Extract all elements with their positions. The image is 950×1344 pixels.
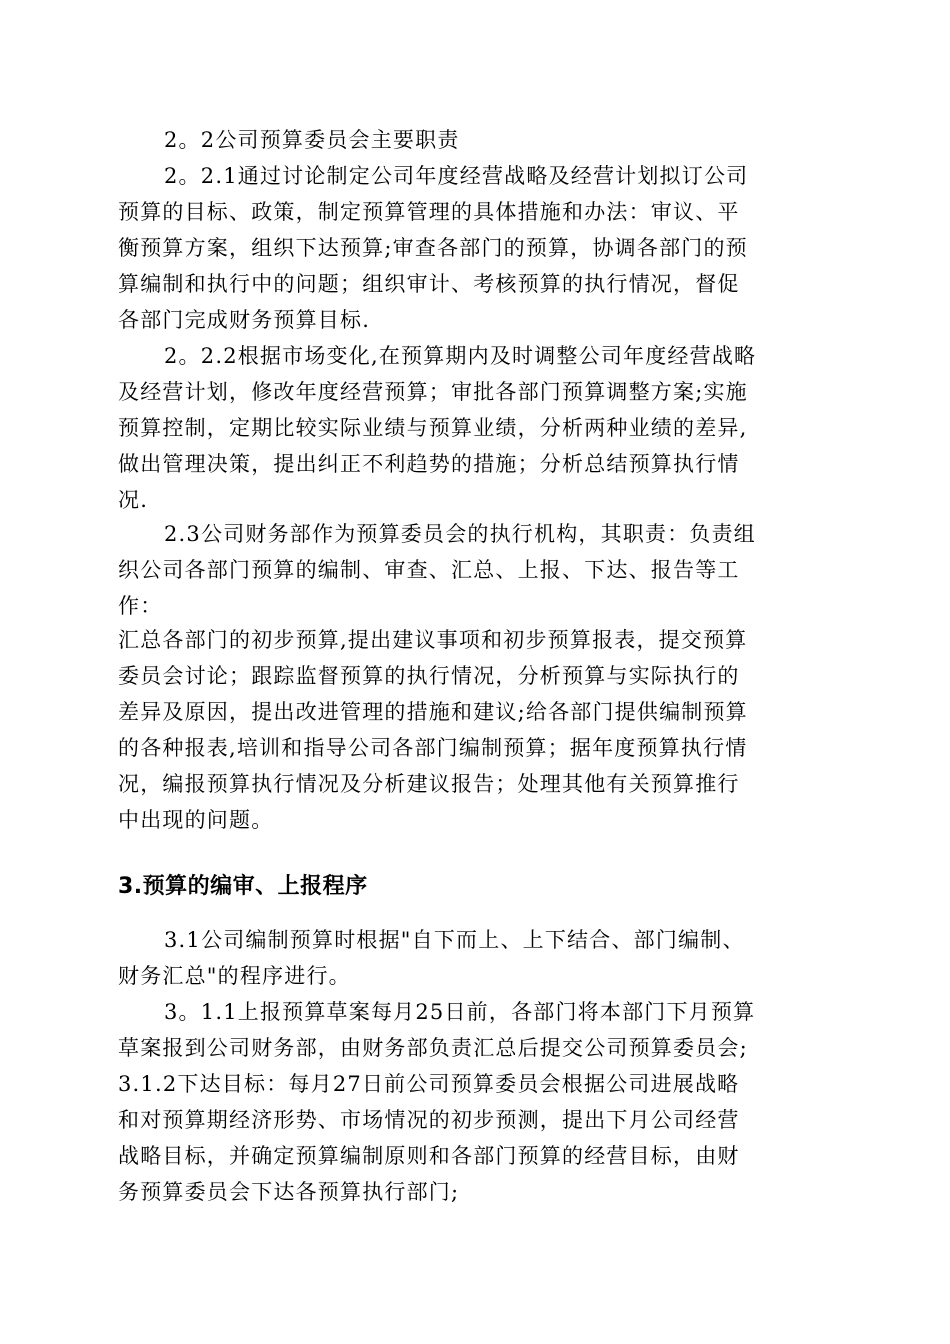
paragraph-line: 衡预算方案，组织下达预算;审查各部门的预算，协调各部门的预 (118, 236, 748, 260)
paragraph-line: 务预算委员会下达各预算执行部门; (118, 1180, 460, 1204)
paragraph-line: 3.1公司编制预算时根据"自下而上、上下结合、部门编制、 (164, 928, 745, 952)
paragraph-line: 差异及原因，提出改进管理的措施和建议;给各部门提供编制预算 (118, 700, 748, 724)
paragraph-line: 2。2.2根据市场变化,在预算期内及时调整公司年度经营战略 (164, 344, 757, 368)
paragraph-line: 做出管理决策，提出纠正不利趋势的措施；分析总结预算执行情 (118, 452, 740, 476)
paragraph-line: 预算的目标、政策，制定预算管理的具体措施和办法：审议、平 (118, 200, 740, 224)
paragraph-line: 作： (118, 594, 163, 618)
paragraph-line: 3。1.1上报预算草案每月25日前，各部门将本部门下月预算 (164, 1000, 756, 1024)
paragraph-line: 况. (118, 488, 149, 512)
paragraph-line: 织公司各部门预算的编制、审查、汇总、上报、下达、报告等工 (118, 558, 740, 582)
paragraph-line: 及经营计划，修改年度经营预算；审批各部门预算调整方案;实施 (118, 380, 748, 404)
paragraph-line: 2。2.1通过讨论制定公司年度经营战略及经营计划拟订公司 (164, 164, 749, 188)
paragraph-line: 财务汇总"的程序进行。 (118, 964, 351, 988)
paragraph-line: 各部门完成财务预算目标. (118, 308, 371, 332)
paragraph-line: 草案报到公司财务部，由财务部负责汇总后提交公司预算委员会; (118, 1036, 748, 1060)
paragraph-line: 况，编报预算执行情况及分析建议报告；处理其他有关预算推行 (118, 772, 740, 796)
paragraph-line: 汇总各部门的初步预算,提出建议事项和初步预算报表，提交预算 (118, 628, 748, 652)
paragraph-line: 中出现的问题。 (118, 808, 274, 832)
paragraph-line: 委员会讨论；跟踪监督预算的执行情况，分析预算与实际执行的 (118, 664, 740, 688)
paragraph-line: 算编制和执行中的问题；组织审计、考核预算的执行情况，督促 (118, 272, 740, 296)
paragraph-line: 战略目标，并确定预算编制原则和各部门预算的经营目标，由财 (118, 1144, 740, 1168)
paragraph-line: 预算控制，定期比较实际业绩与预算业绩，分析两种业绩的差异, (118, 416, 748, 440)
paragraph-line: 2。2公司预算委员会主要职责 (164, 128, 460, 152)
paragraph-line: 的各种报表,培训和指导公司各部门编制预算；据年度预算执行情 (118, 736, 748, 760)
paragraph-line: 3.1.2下达目标：每月27日前公司预算委员会根据公司进展战略 (118, 1072, 740, 1096)
paragraph-line: 和对预算期经济形势、市场情况的初步预测，提出下月公司经营 (118, 1108, 740, 1132)
paragraph-line: 2.3公司财务部作为预算委员会的执行机构，其职责：负责组 (164, 522, 756, 546)
section-heading: 3.预算的编审、上报程序 (118, 874, 368, 899)
